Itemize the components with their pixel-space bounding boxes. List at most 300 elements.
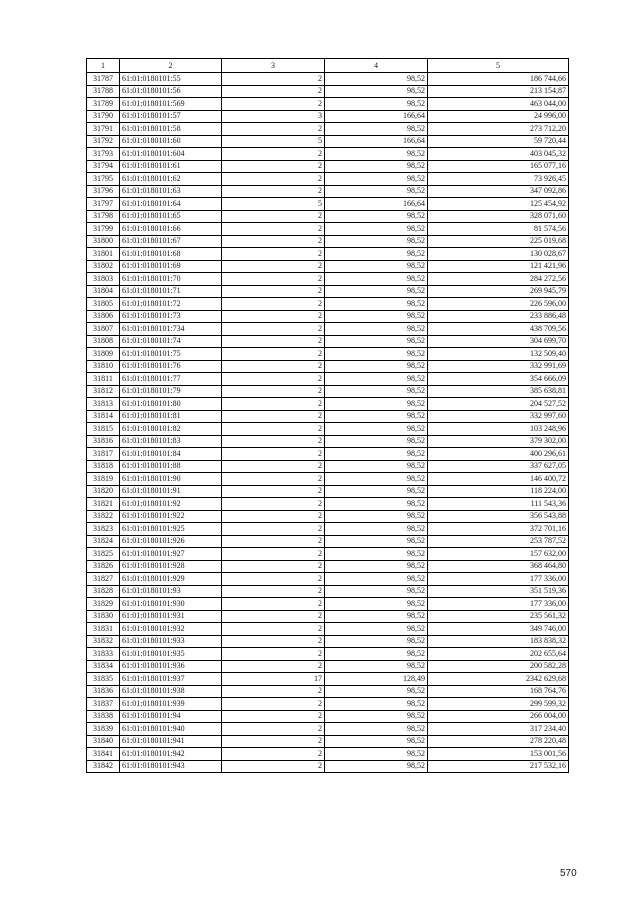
table-row [87,460,569,473]
value-cell: 125 454,92 [428,198,569,211]
value-cell: 24 996,00 [428,110,569,123]
area-cell: 98,52 [325,373,428,386]
table-row [87,185,569,198]
row-number-cell: 31807 [87,323,120,336]
cadastral-number-cell: 61:01:0180101:80 [120,398,222,411]
value-cell: 328 071,60 [428,210,569,223]
value-cell: 118 224,00 [428,485,569,498]
count-cell: 2 [222,273,325,286]
cadastral-number-cell: 61:01:0180101:925 [120,523,222,536]
value-cell: 73 926,45 [428,173,569,186]
cadastral-number-cell: 61:01:0180101:942 [120,748,222,761]
value-cell: 165 077,16 [428,160,569,173]
count-cell: 2 [222,148,325,161]
row-number-cell: 31813 [87,398,120,411]
cadastral-number-cell: 61:01:0180101:81 [120,410,222,423]
value-cell: 351 519,36 [428,585,569,598]
area-cell: 98,52 [325,410,428,423]
count-cell: 2 [222,160,325,173]
table-row [87,148,569,161]
value-cell: 200 582,28 [428,660,569,673]
table-row [87,135,569,148]
table-row [87,548,569,561]
row-number-cell: 31800 [87,235,120,248]
value-cell: 299 599,32 [428,698,569,711]
area-cell: 98,52 [325,598,428,611]
table-row [87,223,569,236]
area-cell: 98,52 [325,85,428,98]
count-cell: 2 [222,685,325,698]
row-number-cell: 31802 [87,260,120,273]
table-row [87,435,569,448]
area-cell: 98,52 [325,735,428,748]
area-cell: 98,52 [325,698,428,711]
count-cell: 2 [222,235,325,248]
cadastral-number-cell: 61:01:0180101:68 [120,248,222,261]
cadastral-number-cell: 61:01:0180101:57 [120,110,222,123]
row-number-cell: 31832 [87,635,120,648]
value-cell: 284 272,56 [428,273,569,286]
cadastral-number-cell: 61:01:0180101:65 [120,210,222,223]
area-cell: 98,52 [325,510,428,523]
row-number-cell: 31801 [87,248,120,261]
area-cell: 98,52 [325,523,428,536]
row-number-cell: 31827 [87,573,120,586]
value-cell: 354 666,09 [428,373,569,386]
area-cell: 98,52 [325,748,428,761]
cadastral-number-cell: 61:01:0180101:67 [120,235,222,248]
table-row [87,673,569,686]
value-cell: 217 532,16 [428,760,569,773]
table-row [87,410,569,423]
cadastral-number-cell: 61:01:0180101:74 [120,335,222,348]
area-cell: 98,52 [325,248,428,261]
area-cell: 98,52 [325,435,428,448]
table-row [87,423,569,436]
row-number-cell: 31816 [87,435,120,448]
table-row [87,723,569,736]
row-number-cell: 31808 [87,335,120,348]
cadastral-number-cell: 61:01:0180101:941 [120,735,222,748]
count-cell: 2 [222,323,325,336]
row-number-cell: 31787 [87,73,120,86]
count-cell: 2 [222,710,325,723]
cadastral-number-cell: 61:01:0180101:76 [120,360,222,373]
value-cell: 121 421,96 [428,260,569,273]
value-cell: 368 464,80 [428,560,569,573]
table-row [87,385,569,398]
row-number-cell: 31822 [87,510,120,523]
column-header-5: 5 [428,59,569,73]
table-row [87,310,569,323]
row-number-cell: 31833 [87,648,120,661]
area-cell: 98,52 [325,98,428,111]
row-number-cell: 31804 [87,285,120,298]
value-cell: 103 248,96 [428,423,569,436]
area-cell: 98,52 [325,473,428,486]
cadastral-number-cell: 61:01:0180101:79 [120,385,222,398]
cadastral-number-cell: 61:01:0180101:936 [120,660,222,673]
count-cell: 2 [222,173,325,186]
value-cell: 130 028,67 [428,248,569,261]
page-number: 570 [560,868,577,879]
table-row [87,448,569,461]
table-row [87,535,569,548]
cadastral-number-cell: 61:01:0180101:604 [120,148,222,161]
cadastral-number-cell: 61:01:0180101:943 [120,760,222,773]
area-cell: 98,52 [325,448,428,461]
cadastral-number-cell: 61:01:0180101:937 [120,673,222,686]
value-cell: 349 746,00 [428,623,569,636]
cadastral-number-cell: 61:01:0180101:93 [120,585,222,598]
row-number-cell: 31824 [87,535,120,548]
area-cell: 166,64 [325,198,428,211]
column-header-3: 3 [222,59,325,73]
table-row [87,635,569,648]
row-number-cell: 31839 [87,723,120,736]
table-row [87,110,569,123]
row-number-cell: 31831 [87,623,120,636]
table-row [87,523,569,536]
value-cell: 2342 629,68 [428,673,569,686]
table-row [87,73,569,86]
row-number-cell: 31790 [87,110,120,123]
area-cell: 98,52 [325,235,428,248]
value-cell: 177 336,00 [428,573,569,586]
count-cell: 2 [222,248,325,261]
row-number-cell: 31820 [87,485,120,498]
count-cell: 2 [222,98,325,111]
table-row [87,373,569,386]
cadastral-number-cell: 61:01:0180101:940 [120,723,222,736]
cadastral-number-cell: 61:01:0180101:83 [120,435,222,448]
table-row [87,348,569,361]
count-cell: 2 [222,648,325,661]
count-cell: 2 [222,573,325,586]
area-cell: 98,52 [325,335,428,348]
value-cell: 379 302,00 [428,435,569,448]
cadastral-number-cell: 61:01:0180101:82 [120,423,222,436]
row-number-cell: 31803 [87,273,120,286]
count-cell: 2 [222,123,325,136]
count-cell: 2 [222,748,325,761]
cadastral-number-cell: 61:01:0180101:61 [120,160,222,173]
table-row [87,735,569,748]
table-row [87,573,569,586]
row-number-cell: 31815 [87,423,120,436]
count-cell: 2 [222,223,325,236]
count-cell: 2 [222,185,325,198]
count-cell: 2 [222,460,325,473]
area-cell: 98,52 [325,660,428,673]
cadastral-number-cell: 61:01:0180101:922 [120,510,222,523]
value-cell: 253 787,52 [428,535,569,548]
count-cell: 2 [222,698,325,711]
count-cell: 2 [222,598,325,611]
count-cell: 2 [222,660,325,673]
value-cell: 403 045,32 [428,148,569,161]
cadastral-number-cell: 61:01:0180101:56 [120,85,222,98]
value-cell: 273 712,20 [428,123,569,136]
row-number-cell: 31794 [87,160,120,173]
table-row [87,398,569,411]
count-cell: 2 [222,548,325,561]
area-cell: 98,52 [325,310,428,323]
cadastral-number-cell: 61:01:0180101:569 [120,98,222,111]
value-cell: 463 044,00 [428,98,569,111]
cadastral-number-cell: 61:01:0180101:71 [120,285,222,298]
area-cell: 98,52 [325,710,428,723]
area-cell: 98,52 [325,460,428,473]
count-cell: 2 [222,285,325,298]
cadastral-number-cell: 61:01:0180101:926 [120,535,222,548]
cadastral-number-cell: 61:01:0180101:84 [120,448,222,461]
table-row [87,485,569,498]
row-number-cell: 31791 [87,123,120,136]
row-number-cell: 31788 [87,85,120,98]
area-cell: 98,52 [325,348,428,361]
count-cell: 2 [222,585,325,598]
count-cell: 2 [222,523,325,536]
area-cell: 98,52 [325,610,428,623]
area-cell: 98,52 [325,635,428,648]
cadastral-number-cell: 61:01:0180101:75 [120,348,222,361]
table-row [87,685,569,698]
value-cell: 213 154,87 [428,85,569,98]
cadastral-number-cell: 61:01:0180101:88 [120,460,222,473]
table-row [87,560,569,573]
value-cell: 186 744,66 [428,73,569,86]
count-cell: 2 [222,635,325,648]
count-cell: 2 [222,360,325,373]
value-cell: 332 991,69 [428,360,569,373]
value-cell: 59 720,44 [428,135,569,148]
area-cell: 98,52 [325,560,428,573]
area-cell: 98,52 [325,723,428,736]
row-number-cell: 31830 [87,610,120,623]
table-row [87,473,569,486]
value-cell: 438 709,56 [428,323,569,336]
count-cell: 2 [222,348,325,361]
row-number-cell: 31811 [87,373,120,386]
value-cell: 400 296,61 [428,448,569,461]
area-cell: 98,52 [325,385,428,398]
table-row [87,173,569,186]
row-number-cell: 31826 [87,560,120,573]
area-cell: 98,52 [325,585,428,598]
area-cell: 98,52 [325,285,428,298]
table-row [87,335,569,348]
count-cell: 2 [222,398,325,411]
cadastral-number-cell: 61:01:0180101:92 [120,498,222,511]
value-cell: 278 220,48 [428,735,569,748]
cadastral-number-cell: 61:01:0180101:734 [120,323,222,336]
value-cell: 332 997,60 [428,410,569,423]
row-number-cell: 31837 [87,698,120,711]
count-cell: 2 [222,410,325,423]
table-row [87,210,569,223]
row-number-cell: 31792 [87,135,120,148]
table-row [87,598,569,611]
column-header-4: 4 [325,59,428,73]
row-number-cell: 31809 [87,348,120,361]
value-cell: 81 574,56 [428,223,569,236]
area-cell: 98,52 [325,648,428,661]
count-cell: 2 [222,623,325,636]
count-cell: 2 [222,723,325,736]
row-number-cell: 31796 [87,185,120,198]
cadastral-number-cell: 61:01:0180101:63 [120,185,222,198]
cadastral-number-cell: 61:01:0180101:60 [120,135,222,148]
row-number-cell: 31798 [87,210,120,223]
value-cell: 111 543,36 [428,498,569,511]
row-number-cell: 31829 [87,598,120,611]
area-cell: 98,52 [325,73,428,86]
count-cell: 2 [222,423,325,436]
row-number-cell: 31812 [87,385,120,398]
value-cell: 225 019,68 [428,235,569,248]
count-cell: 2 [222,310,325,323]
count-cell: 2 [222,485,325,498]
row-number-cell: 31789 [87,98,120,111]
area-cell: 98,52 [325,760,428,773]
row-number-cell: 31825 [87,548,120,561]
area-cell: 98,52 [325,573,428,586]
count-cell: 5 [222,135,325,148]
cadastral-number-cell: 61:01:0180101:930 [120,598,222,611]
row-number-cell: 31821 [87,498,120,511]
cadastral-number-cell: 61:01:0180101:55 [120,73,222,86]
area-cell: 98,52 [325,123,428,136]
count-cell: 2 [222,373,325,386]
value-cell: 146 400,72 [428,473,569,486]
value-cell: 177 336,00 [428,598,569,611]
area-cell: 98,52 [325,623,428,636]
count-cell: 2 [222,760,325,773]
count-cell: 2 [222,73,325,86]
cadastral-number-cell: 61:01:0180101:933 [120,635,222,648]
area-cell: 98,52 [325,148,428,161]
count-cell: 2 [222,85,325,98]
value-cell: 304 699,70 [428,335,569,348]
table-row [87,760,569,773]
row-number-cell: 31838 [87,710,120,723]
value-cell: 337 627,05 [428,460,569,473]
row-number-cell: 31805 [87,298,120,311]
value-cell: 347 092,86 [428,185,569,198]
row-number-cell: 31835 [87,673,120,686]
area-cell: 98,52 [325,498,428,511]
cadastral-number-cell: 61:01:0180101:64 [120,198,222,211]
cadastral-number-cell: 61:01:0180101:931 [120,610,222,623]
count-cell: 2 [222,560,325,573]
cadastral-number-cell: 61:01:0180101:927 [120,548,222,561]
count-cell: 2 [222,510,325,523]
row-number-cell: 31840 [87,735,120,748]
cadastral-number-cell: 61:01:0180101:938 [120,685,222,698]
table-row [87,710,569,723]
area-cell: 98,52 [325,298,428,311]
count-cell: 5 [222,198,325,211]
cadastral-number-cell: 61:01:0180101:73 [120,310,222,323]
value-cell: 356 543,88 [428,510,569,523]
row-number-cell: 31806 [87,310,120,323]
count-cell: 2 [222,448,325,461]
area-cell: 98,52 [325,223,428,236]
cadastral-number-cell: 61:01:0180101:72 [120,298,222,311]
area-cell: 98,52 [325,535,428,548]
row-number-cell: 31797 [87,198,120,211]
cadastral-number-cell: 61:01:0180101:66 [120,223,222,236]
area-cell: 128,49 [325,673,428,686]
count-cell: 2 [222,473,325,486]
count-cell: 2 [222,298,325,311]
count-cell: 2 [222,735,325,748]
area-cell: 98,52 [325,323,428,336]
table-row [87,498,569,511]
cadastral-number-cell: 61:01:0180101:70 [120,273,222,286]
table-row [87,235,569,248]
area-cell: 98,52 [325,210,428,223]
cadastral-number-cell: 61:01:0180101:935 [120,648,222,661]
value-cell: 202 655,64 [428,648,569,661]
cadastral-number-cell: 61:01:0180101:929 [120,573,222,586]
table-row [87,360,569,373]
cadastral-number-cell: 61:01:0180101:62 [120,173,222,186]
cadastral-number-cell: 61:01:0180101:90 [120,473,222,486]
cadastral-number-cell: 61:01:0180101:939 [120,698,222,711]
count-cell: 2 [222,210,325,223]
column-header-1: 1 [87,59,120,73]
value-cell: 317 234,40 [428,723,569,736]
table-row [87,123,569,136]
count-cell: 2 [222,498,325,511]
count-cell: 17 [222,673,325,686]
area-cell: 98,52 [325,360,428,373]
count-cell: 2 [222,610,325,623]
area-cell: 98,52 [325,423,428,436]
row-number-cell: 31828 [87,585,120,598]
table-row [87,610,569,623]
column-header-2: 2 [120,59,222,73]
cadastral-number-cell: 61:01:0180101:77 [120,373,222,386]
data-table [86,58,569,773]
count-cell: 2 [222,335,325,348]
table-row [87,323,569,336]
cadastral-number-cell: 61:01:0180101:932 [120,623,222,636]
cadastral-number-cell: 61:01:0180101:58 [120,123,222,136]
row-number-cell: 31834 [87,660,120,673]
value-cell: 385 638,81 [428,385,569,398]
table-header [87,59,569,73]
table-row [87,260,569,273]
table-row [87,85,569,98]
area-cell: 98,52 [325,160,428,173]
table-row [87,623,569,636]
count-cell: 2 [222,435,325,448]
row-number-cell: 31842 [87,760,120,773]
table-row [87,510,569,523]
area-cell: 98,52 [325,273,428,286]
cadastral-number-cell: 61:01:0180101:928 [120,560,222,573]
table-row [87,248,569,261]
row-number-cell: 31814 [87,410,120,423]
table-row [87,285,569,298]
row-number-cell: 31817 [87,448,120,461]
value-cell: 235 561,32 [428,610,569,623]
row-number-cell: 31795 [87,173,120,186]
value-cell: 153 001,56 [428,748,569,761]
